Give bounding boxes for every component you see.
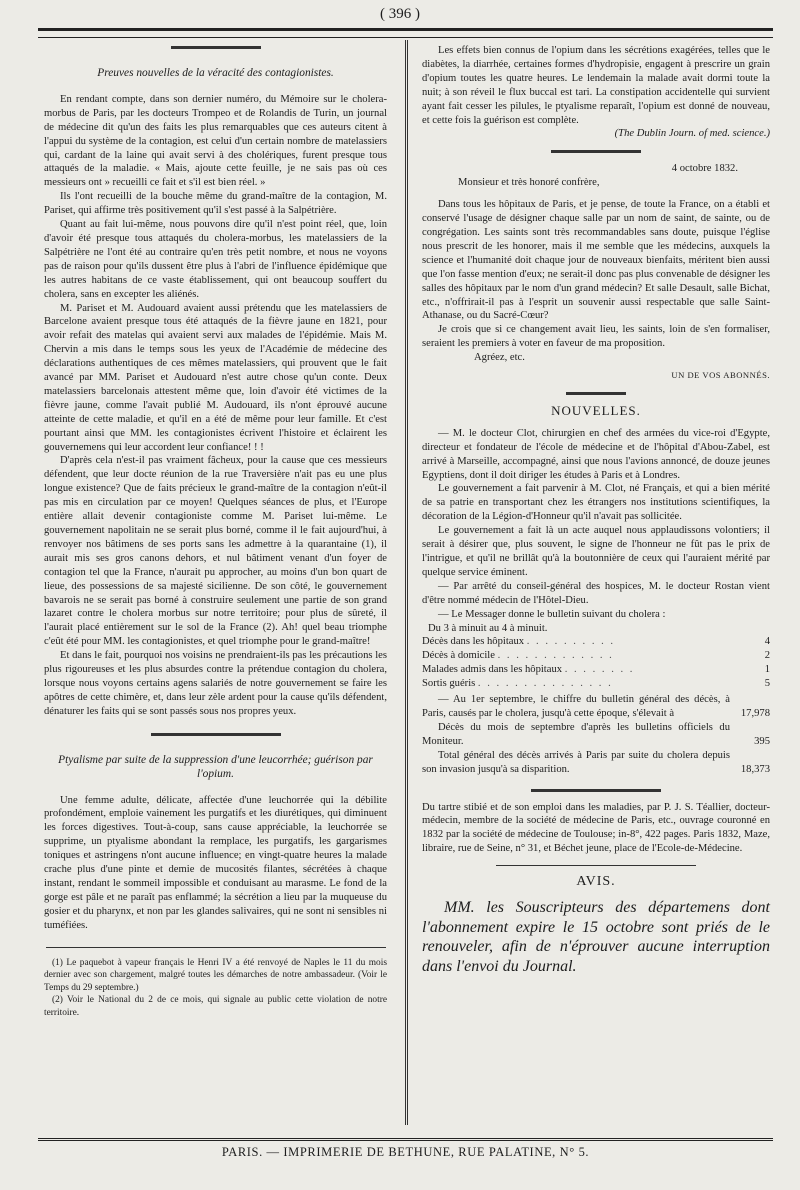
footnote: (2) Voir le National du 2 de ce mois, qui signale au public cette violation de notre territoire. <box>44 995 387 1018</box>
table-row: Décès à domicile . . . . . . . . . . . . . 2 <box>422 650 770 662</box>
notice-text: MM. les Souscripteurs des départemens dont l'abonnement expire le 15 octobre sont priés de le renouveler, afin de n'éprouver aucune interruption dans l'envoi du Journal. <box>422 899 770 975</box>
letter-date: 4 octobre 1832. <box>671 163 738 175</box>
divider <box>531 789 661 792</box>
section-heading: AVIS. <box>576 874 616 890</box>
row-label: Décès dans les hôpitaux <box>422 636 525 648</box>
row-label: Sortis guéris <box>422 678 476 690</box>
paragraph: — Par arrêté du conseil-général des hospices, M. le docteur Rostan vient d'être nommé médecin de l'Hôtel-Dieu. <box>422 580 770 606</box>
paragraph: Et dans le fait, pourquoi nos voisins ne prendraient-ils pas les précautions les plus rigoureuses et les plus absurdes contre la prétendue contagion du cholera, lorsque nous voyons certains agens salariés de notre gouvernement se faire les apôtres de cette chimère, et, dans leur zèle ardent pour la cause qu'ils défendent, dénaturer les faits qui se sont passés sous nos propres yeux. <box>44 650 387 717</box>
table-row: Sortis guéris . . . . . . . . . . . . . . . 5 <box>422 678 770 690</box>
table-row <box>422 721 770 749</box>
row-label: Décès du mois de septembre d'après les bulletins officiels du Moniteur. <box>422 721 730 747</box>
printer-footer: PARIS. — IMPRIMERIE DE BETHUNE, RUE PALATINE, N° 5. <box>38 1138 773 1160</box>
paragraph: Dans tous les hôpitaux de Paris, et je pense, de toute la France, on a établi et conservé l'usage de désigner chaque salle par un nom de saint, de sainte, ou de congrégation. Les saints sont très recommandables sans doute, puisque l'église nous prescrit de les honorer, mais il me semble que les médecins, auxquels la science et l'humanité doit chaque jour de nouveaux bienfaits, méritent bien aussi que l'on fasse mention d'eux; ne serait-il donc pas plus convenable de désigner les salles des hôpitaux par le nom d'un grand médecin? Et salle Desault, salle Bichat, etc., n'offrirait-il pas à l'esprit un souvenir aussi respectable que salle Saint-Athanase, ou du Sacré-Cœur? <box>422 199 770 322</box>
cholera-totals <box>422 693 770 776</box>
article-title: Preuves nouvelles de la véracité des contagionistes. <box>97 67 334 79</box>
row-value: 17,978 <box>740 707 770 719</box>
divider <box>496 865 696 866</box>
row-value: 5 <box>764 678 770 690</box>
row-label: Décès à domicile <box>422 650 495 662</box>
row-value: 2 <box>764 650 770 662</box>
row-label: — Au 1er septembre, le chiffre du bulletin général des décès, à Paris, causés par le cholera, jusqu'à cette époque, s'élevait à <box>422 694 730 719</box>
source-citation: (The Dublin Journ. of med. science.) <box>614 128 770 140</box>
divider <box>151 733 281 736</box>
paragraph: Ils l'ont recueilli de la bouche même du grand-maître de la contagion, M. Pariset, qui affirme très positivement qu'il s'est passé à la Salpétrière. <box>44 191 387 217</box>
row-value: 1 <box>764 664 770 676</box>
paragraph: M. Pariset et M. Audouard avaient aussi prétendu que les matelassiers de Barcelone avaient presque tous été attaqués de la fièvre jaune en 1821, pour avoir refait des matelas qui avaient servi aux malades de l'épidémie. Mais M. Chervin a mis dans le temps sous les yeux de l'Académie de médecine des déclarations authentiques de ces mêmes matelassiers, qui prouvent que le fait avancé par MM. Pariset et Audouard n'est autre chose qu'un conte. Deux matelassiers barcelonais attestent même que, loin d'avoir été victimes de la fièvre jaune, comme l'avait publié M. Audouard, ils n'ont éprouvé aucune atteinte de cette maladie, et qu'il en a été de même pour leur famille. Et c'est pourtant ainsi que MM. les contagionistes écrivent l'histoire et éclairent les gouvernemens qui leur accordent leur confiance! ! ! <box>44 302 387 453</box>
table-row: Malades admis dans les hôpitaux . . . . . . . . 1 <box>422 664 770 676</box>
paragraph: Le gouvernement a fait parvenir à M. Clot, né Français, et qui a bien mérité de sa patrie en transportant chez les étrangers nos institutions scientifiques, la décoration de la Légion-d'Honneur qu'il n'avait pas sollicitée. <box>422 483 770 523</box>
letter-salutation: Monsieur et très honoré confrère, <box>458 177 600 189</box>
divider <box>551 150 641 153</box>
paragraph: Quant au fait lui-même, nous pouvons dire qu'il n'est point réel, que, loin d'avoir été presque tous attaqués du cholera-morbus, les matelassiers de la Salpétrière ne l'ont été au contraire qu'en très petit nombre, et nous ne voyons pas de raison pour qu'ils dussent être plus à l'abri de l'influence épidémique que les autres habitans de ce vaste établissement, qui ont beaucoup souffert du cholera, sans en excepter les aliénés. <box>44 219 387 300</box>
bulletin-intro: Du 3 à minuit au 4 à minuit. <box>428 622 548 634</box>
divider <box>171 46 261 49</box>
letter-closing: Agréez, etc. <box>474 352 525 364</box>
bibliography-note: Du tartre stibié et de son emploi dans les maladies, par P. J. S. Téallier, docteur-médecin, membre de la société de médecine de Paris, etc., ouvrage couronné en 1832 par la société de médecine de Toulouse; in-8°, 422 pages. Paris 1832, Maze, libraire, rue de Seine, n° 31, et Béchet jeune, place de l'Ecole-de-Médecine. <box>422 801 770 855</box>
page-number: ( 396 ) <box>380 6 420 22</box>
row-value: 18,373 <box>740 763 770 775</box>
paragraph: — M. le docteur Clot, chirurgien en chef des armées du vice-roi d'Egypte, directeur et fondateur de l'école de médecine et de l'hôpital d'Abou-Zabel, est arrivé à Marseille, accompagné, ainsi que nous l'avions annoncé, de douze jeunes Egyptiens, dont il doit diriger les études à Paris et à Londres. <box>422 427 770 481</box>
paragraph: Une femme adulte, délicate, affectée d'une leuchorrée qui la débilite profondément, emploie vainement les purgatifs et les diurétiques, qui diminuent les forces digestives. Tout-à-coup, sans cause appréciable, la leuchorrée se supprime, un ptyalisme abondant la remplace, les purgatifs, les gargarismes toniques et astringens n'ont aucune influence; en vingt-quatre heures la malade crache plus d'une pinte et demie de mucosités filantes, sécrétées à chaque instant, rendant le sommeil impossible et conduisant au marasme. Le fond de la gorge est pâle et ne paraît pas enflammé; la sécrétion a lieu par la muqueuse du gosier et du pharynx, et non par les glandes salivaires, qui ne sont ni sensibles ni tuméfiées. <box>44 794 387 931</box>
letter-signature: UN DE VOS ABONNÉS. <box>671 370 770 381</box>
row-value: 395 <box>754 735 770 747</box>
divider <box>566 392 626 395</box>
footnote-rule <box>46 947 386 948</box>
row-label: Total général des décès arrivés à Paris par suite du cholera depuis son invasion jusqu'à sa disparition. <box>422 749 730 775</box>
footnotes <box>44 957 387 1020</box>
cholera-bulletin <box>422 635 770 691</box>
table-row <box>422 749 770 777</box>
section-heading: NOUVELLES. <box>551 402 641 418</box>
paragraph: Je crois que si ce changement avait lieu, les saints, loin de s'en formaliser, seraient les premiers à voter en faveur de ma proposition. <box>422 324 770 350</box>
footnote: (1) Le paquebot à vapeur français le Henri IV a été renvoyé de Naples le 11 du mois dernier avec son chargement, malgré toutes les démarches de notre ambassadeur. (Voir le Temps du 29 septembre.) <box>44 957 387 993</box>
paragraph: — Le Messager donne le bulletin suivant du cholera : <box>438 608 666 620</box>
paragraph: En rendant compte, dans son dernier numéro, du Mémoire sur le cholera-morbus de Paris, par les docteurs Trompeo et de Rolandis de Turin, un journal de médecine dit qu'un des faits les plus remarquables que ces auteurs citent à l'appui du système de la contagion, est celui d'un certain nombre de matelassiers qui, cardant de la laine qui avait servi à des cholériques, furent presque tous attaqués de la maladie. « Mais, ajoute cette feuille, je ne sais pas où ces messieurs ont » recueilli ce fait et s'il est bien réel. » <box>44 93 387 189</box>
paragraph: D'après cela n'est-il pas vraiment fâcheux, pour la cause que ces messieurs défendent, que leur docte réunion de la rue Traversière n'ait pas eu une plus longue existence? Que de faits précieux le grand-maître de la contagion n'eût-il pas mis en circulation par ce moyen! Quelques séances de plus, et l'Europe entière allait devenir contagioniste comme M. Pariset lui-même. Le gouvernement napolitain ne se serait plus borné, comme il le fait aujourd'hui, à renvoyer nos bâtimens de ses ports sans les admettre à la quarantaine (1), il aurait mis ses gros canons dehors, et nul bâtiment venant d'un foyer de contagion tel que la France, n'aurait pu approcher, au moins d'un bon quart de lieue, des possessions de sa majesté sicilienne. De son côté, le gouvernement bavarois ne se serait pas borné à construire seulement une partie de son grand lazaret contre le cholera morbus sur notre territoire; pour plus de sûreté, il l'aurait placé entièrement sur le sol de la France (2). Ah! quel beau triomphe c'eût été pour MM. les contagionistes, et quel triomphe pour le grand-maître! <box>44 455 387 648</box>
top-rule <box>38 28 773 38</box>
article-title: Ptyalisme par suite de la suppression d'une leucorrhée; guérison par l'opium. <box>58 753 373 780</box>
paragraph: Le gouvernement a fait là un acte auquel nous applaudissons volontiers; il serait à désirer que, plus souvent, le signe de l'honneur ne fût pas le prix de l'intrigue, et qu'il ne brillât qu'à la boutonnière de ceux qui l'auraient mérité par quelque service éminent. <box>422 525 770 578</box>
right-column <box>422 44 770 976</box>
table-row <box>422 693 770 721</box>
column-divider <box>405 40 408 1125</box>
paragraph: Les effets bien connus de l'opium dans les sécrétions exagérées, telles que le diabètes, la diarrhée, certaines formes d'hydropisie, engagent à prescrire un grain d'opium toutes les quatre heures. Le lendemain la malade avait dormi toute la nuit; à son réveil le flux buccal est tari. La constipation accidentelle qui survient ayant fait cesser les pilules, le ptyalisme reparaît, l'opium est donné de nouveau, et cette fois la guérison est complète. <box>422 45 770 126</box>
left-column <box>44 44 387 1020</box>
row-label: Malades admis dans les hôpitaux <box>422 664 563 676</box>
row-value: 4 <box>764 636 770 648</box>
table-row: Décès dans les hôpitaux . . . . . . . . . . 4 <box>422 636 770 648</box>
